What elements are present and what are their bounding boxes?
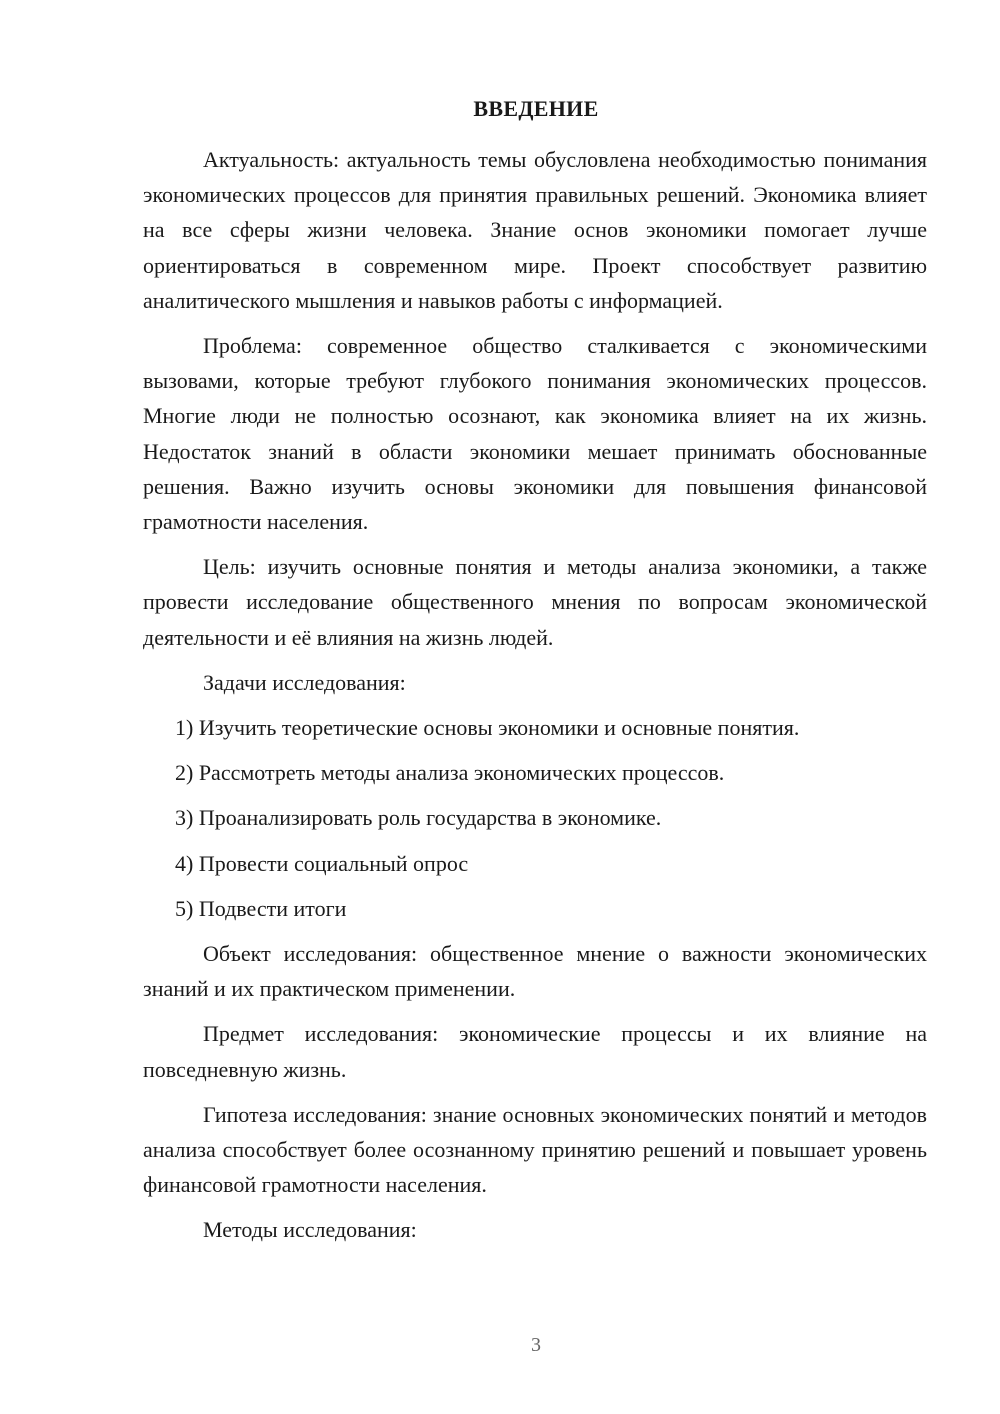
subject-paragraph: Предмет исследования: экономические процессы и их влияние на повседневную жизнь. <box>143 1021 927 1082</box>
body-text <box>143 142 927 1248</box>
task-item-2: 2) Рассмотреть методы анализа экономических процессов. <box>175 760 725 786</box>
task-item-3: 3) Проанализировать роль государства в экономике. <box>175 805 662 831</box>
task-item-5: 5) Подвести итоги <box>175 895 347 921</box>
relevance-paragraph: Актуальность: актуальность темы обусловлена необходимостью понимания экономических процессов для принятия правильных решений. Экономика влияет на все сферы жизни человека. Знание основ экономики помогает лучше ориентироваться в современном мире. Проект способствует развитию аналитического мышления и навыков работы с информацией. <box>143 147 927 313</box>
problem-paragraph: Проблема: современное общество сталкивается с экономическими вызовами, которые требуют глубокого понимания экономических процессов. Многие люди не полностью осознают, как экономика влияет на их жизнь. Недостаток знаний в области экономики мешает принимать обоснованные решения. Важно изучить основы экономики для повышения финансовой грамотности населения. <box>143 333 927 535</box>
object-paragraph: Объект исследования: общественное мнение о важности экономических знаний и их практическом применении. <box>143 941 927 1002</box>
task-item-1: 1) Изучить теоретические основы экономики и основные понятия. <box>175 715 800 741</box>
page-number: 3 <box>531 1334 541 1356</box>
methods-label: Методы исследования: <box>203 1217 417 1243</box>
task-item-4: 4) Провести социальный опрос <box>175 850 469 876</box>
hypothesis-paragraph: Гипотеза исследования: знание основных экономических понятий и методов анализа способствует более осознанному принятию решений и повышает уровень финансовой грамотности населения. <box>143 1101 927 1198</box>
section-heading: ВВЕДЕНИЕ <box>473 96 599 121</box>
tasks-label: Задачи исследования: <box>203 669 406 695</box>
task-list <box>143 710 927 926</box>
goal-paragraph: Цель: изучить основные понятия и методы анализа экономики, а также провести исследование общественного мнения по вопросам экономической деятельности и её влияния на жизнь людей. <box>143 554 927 650</box>
